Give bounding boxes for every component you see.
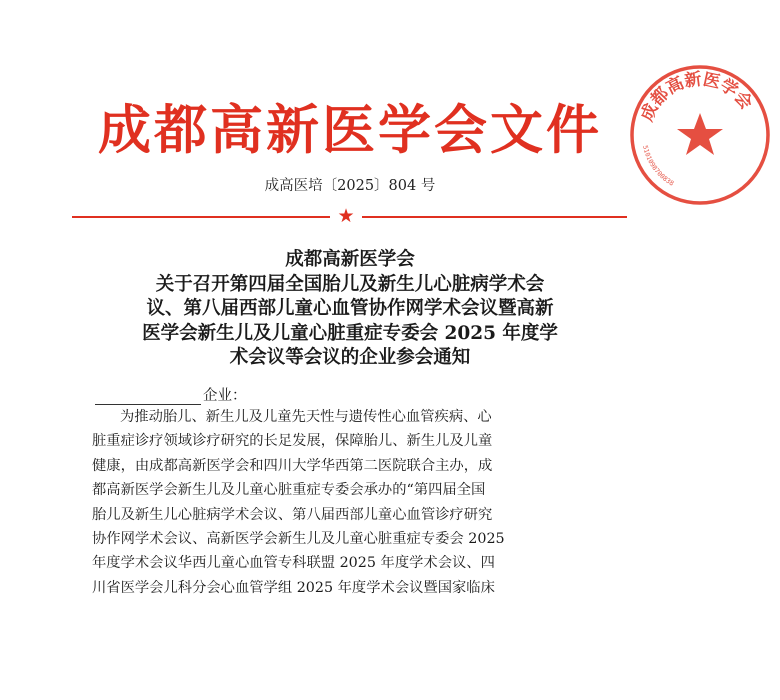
- blank-fill-line: [95, 390, 201, 405]
- document-number: 成高医培〔2025〕804 号: [264, 178, 436, 194]
- body-line: 为推动胎儿、新生儿及儿童先天性与遗传性心血管疾病、心: [120, 409, 492, 425]
- seal-text: 成都高新医学会: [637, 69, 757, 125]
- body-line: 健康，由成都高新医学会和四川大学华西第二医院联合主办，成: [92, 457, 493, 474]
- body-line: 都高新医学会新生儿及儿童心脏重症专委会承办的“第四届全国: [92, 482, 486, 499]
- salutation-suffix: 企业：: [203, 388, 247, 404]
- header-divider-right: [362, 216, 627, 218]
- notice-title-line: 医学会新生儿及儿童心脏重症专委会 2025 年度学: [142, 322, 558, 344]
- seal-star-icon: [677, 113, 723, 155]
- notice-title-line: 议、第八届西部儿童心血管协作网学术会议暨高新: [146, 298, 554, 319]
- star-icon: ★: [337, 205, 355, 227]
- notice-title-line: 关于召开第四届全国胎儿及新生儿心脏病学术会: [155, 273, 545, 295]
- document-header-title: 成都高新医学会文件: [98, 99, 602, 161]
- body-line: 胎儿及新生儿心脏病学术会议、第八届西部儿童心血管诊疗研究: [92, 506, 493, 523]
- official-seal-icon: [620, 55, 780, 215]
- notice-org-line: 成都高新医学会: [285, 249, 415, 270]
- notice-title-block: [90, 248, 610, 371]
- body-text: [92, 405, 617, 600]
- notice-title-line: 术会议等会议的企业参会通知: [229, 347, 471, 368]
- salutation: [95, 384, 247, 405]
- svg-text:5101098700838: [641, 145, 675, 188]
- header-divider-left: [72, 216, 330, 218]
- seal-serial: 5101098700838: [641, 144, 676, 188]
- body-line: 年度学术会议华西儿童心血管专科联盟 2025 年度学术会议、四: [92, 555, 495, 572]
- body-line: 川省医学会儿科分会心血管学组 2025 年度学术会议暨国家临床: [92, 579, 495, 596]
- svg-text:成都高新医学会: [636, 68, 757, 124]
- body-line: 协作网学术会议、高新医学会新生儿及儿童心脏重症专委会 2025: [92, 531, 505, 548]
- body-line: 脏重症诊疗领域诊疗研究的长足发展，保障胎儿、新生儿及儿童: [92, 433, 493, 450]
